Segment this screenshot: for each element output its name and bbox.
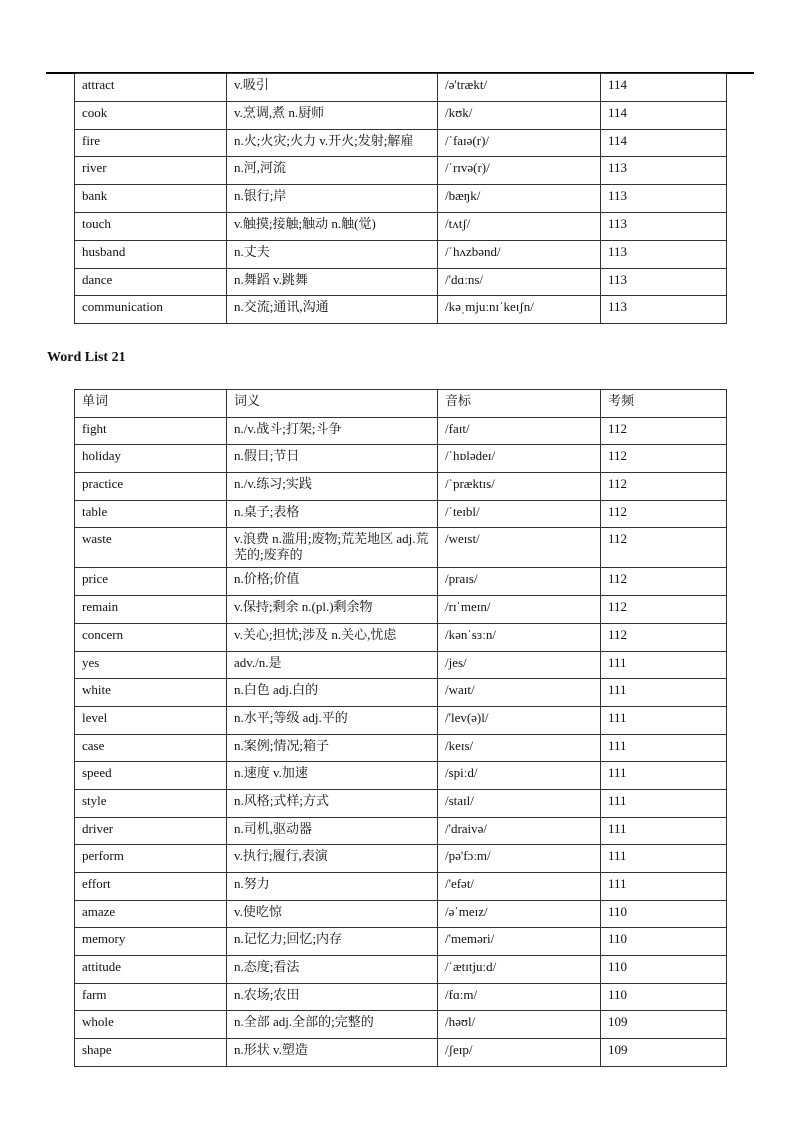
frequency-cell: 113 (601, 296, 727, 324)
frequency-cell: 113 (601, 240, 727, 268)
meaning-cell: n.努力 (227, 873, 438, 901)
word-cell: holiday (75, 445, 227, 473)
meaning-cell: n.风格;式样;方式 (227, 789, 438, 817)
word-cell: style (75, 789, 227, 817)
word-cell: effort (75, 873, 227, 901)
section-title: Word List 21 (47, 350, 126, 365)
word-cell: remain (75, 596, 227, 624)
word-cell: waste (75, 528, 227, 568)
frequency-cell: 112 (601, 528, 727, 568)
phonetic-cell: /'draivə/ (438, 817, 601, 845)
frequency-cell: 111 (601, 706, 727, 734)
table-row (75, 983, 727, 1011)
phonetic-cell: /'lev(ə)l/ (438, 706, 601, 734)
meaning-cell: v.使吃惊 (227, 900, 438, 928)
word-cell: touch (75, 212, 227, 240)
word-cell: fight (75, 417, 227, 445)
word-cell: white (75, 679, 227, 707)
table-row (75, 417, 727, 445)
phonetic-cell: /ˈpræktɪs/ (438, 473, 601, 501)
word-cell: attract (75, 74, 227, 102)
table-row (75, 928, 727, 956)
phonetic-cell: /kʊk/ (438, 101, 601, 129)
table-row (75, 129, 727, 157)
phonetic-cell: /tʌtʃ/ (438, 212, 601, 240)
word-cell: cook (75, 101, 227, 129)
table-row (75, 817, 727, 845)
word-cell: practice (75, 473, 227, 501)
table-row (75, 956, 727, 984)
meaning-cell: n.形状 v.塑造 (227, 1039, 438, 1067)
table-row (75, 268, 727, 296)
header-frequency: 考频 (601, 390, 727, 418)
table-row (75, 789, 727, 817)
frequency-cell: 112 (601, 500, 727, 528)
table-row (75, 185, 727, 213)
frequency-cell: 109 (601, 1039, 727, 1067)
word-cell: level (75, 706, 227, 734)
table-row (75, 568, 727, 596)
vocab-table-word-list-21 (74, 389, 727, 1067)
frequency-cell: 111 (601, 845, 727, 873)
phonetic-cell: /kəˌmjuːnɪˈkeɪʃn/ (438, 296, 601, 324)
word-cell: husband (75, 240, 227, 268)
meaning-cell: n.假日;节日 (227, 445, 438, 473)
word-cell: communication (75, 296, 227, 324)
table-row (75, 706, 727, 734)
phonetic-cell: /ˈrɪvə(r)/ (438, 157, 601, 185)
word-cell: fire (75, 129, 227, 157)
frequency-cell: 110 (601, 956, 727, 984)
word-cell: concern (75, 623, 227, 651)
phonetic-cell: /rɪˈmeɪn/ (438, 596, 601, 624)
table-row (75, 473, 727, 501)
meaning-cell: n.河,河流 (227, 157, 438, 185)
word-cell: case (75, 734, 227, 762)
word-cell: memory (75, 928, 227, 956)
table-row (75, 596, 727, 624)
frequency-cell: 112 (601, 445, 727, 473)
frequency-cell: 113 (601, 212, 727, 240)
meaning-cell: n.案例;情况;箱子 (227, 734, 438, 762)
word-cell: yes (75, 651, 227, 679)
word-cell: amaze (75, 900, 227, 928)
word-cell: bank (75, 185, 227, 213)
header-word: 单词 (75, 390, 227, 418)
phonetic-cell: /pə'fɔːm/ (438, 845, 601, 873)
frequency-cell: 114 (601, 129, 727, 157)
table-row (75, 623, 727, 651)
phonetic-cell: /praɪs/ (438, 568, 601, 596)
meaning-cell: n.丈夫 (227, 240, 438, 268)
meaning-cell: v.保持;剩余 n.(pl.)剩余物 (227, 596, 438, 624)
table-row (75, 528, 727, 568)
table-row (75, 679, 727, 707)
phonetic-cell: /ˈhɒlədeɪ/ (438, 445, 601, 473)
word-cell: river (75, 157, 227, 185)
frequency-cell: 114 (601, 101, 727, 129)
phonetic-cell: /'dɑːns/ (438, 268, 601, 296)
meaning-cell: n.银行;岸 (227, 185, 438, 213)
meaning-cell: n.司机,驱动器 (227, 817, 438, 845)
frequency-cell: 114 (601, 74, 727, 102)
frequency-cell: 110 (601, 928, 727, 956)
table-row (75, 1011, 727, 1039)
meaning-cell: v.吸引 (227, 74, 438, 102)
table-row (75, 212, 727, 240)
header-meaning: 词义 (227, 390, 438, 418)
word-cell: perform (75, 845, 227, 873)
table-row (75, 762, 727, 790)
vocab-table-continued (74, 73, 727, 324)
phonetic-cell: /keɪs/ (438, 734, 601, 762)
meaning-cell: v.浪费 n.滥用;废物;荒芜地区 adj.荒芜的;废弃的 (227, 528, 438, 568)
table-row (75, 500, 727, 528)
frequency-cell: 111 (601, 734, 727, 762)
table-row (75, 1039, 727, 1067)
meaning-cell: v.关心;担忧;涉及 n.关心,忧虑 (227, 623, 438, 651)
frequency-cell: 111 (601, 679, 727, 707)
meaning-cell: n.速度 v.加速 (227, 762, 438, 790)
phonetic-cell: /ˈteɪbl/ (438, 500, 601, 528)
table-row (75, 873, 727, 901)
word-cell: whole (75, 1011, 227, 1039)
meaning-cell: adv./n.是 (227, 651, 438, 679)
phonetic-cell: /ˈætɪtjuːd/ (438, 956, 601, 984)
frequency-cell: 110 (601, 983, 727, 1011)
meaning-cell: v.执行;履行,表演 (227, 845, 438, 873)
vocab-table-word-list-21-body (75, 390, 727, 1067)
frequency-cell: 113 (601, 185, 727, 213)
frequency-cell: 111 (601, 651, 727, 679)
phonetic-cell: /kənˈsɜːn/ (438, 623, 601, 651)
frequency-cell: 113 (601, 268, 727, 296)
table-row (75, 296, 727, 324)
phonetic-cell: /'meməri/ (438, 928, 601, 956)
word-cell: driver (75, 817, 227, 845)
phonetic-cell: /ˈfaɪə(r)/ (438, 129, 601, 157)
phonetic-cell: /waɪt/ (438, 679, 601, 707)
table-row (75, 445, 727, 473)
phonetic-cell: /jes/ (438, 651, 601, 679)
frequency-cell: 112 (601, 623, 727, 651)
table-row (75, 157, 727, 185)
word-cell: speed (75, 762, 227, 790)
phonetic-cell: /həʊl/ (438, 1011, 601, 1039)
meaning-cell: n./v.练习;实践 (227, 473, 438, 501)
meaning-cell: n.全部 adj.全部的;完整的 (227, 1011, 438, 1039)
frequency-cell: 110 (601, 900, 727, 928)
meaning-cell: n.舞蹈 v.跳舞 (227, 268, 438, 296)
table-header-row (75, 390, 727, 418)
phonetic-cell: /spiːd/ (438, 762, 601, 790)
word-cell: farm (75, 983, 227, 1011)
word-cell: dance (75, 268, 227, 296)
meaning-cell: n.水平;等级 adj.平的 (227, 706, 438, 734)
table-row (75, 845, 727, 873)
meaning-cell: n.价格;价值 (227, 568, 438, 596)
frequency-cell: 112 (601, 417, 727, 445)
meaning-cell: n.交流;通讯,沟通 (227, 296, 438, 324)
meaning-cell: n.桌子;表格 (227, 500, 438, 528)
vocab-table-continued-body (75, 74, 727, 324)
phonetic-cell: /'efət/ (438, 873, 601, 901)
phonetic-cell: /əˈmeɪz/ (438, 900, 601, 928)
phonetic-cell: /weɪst/ (438, 528, 601, 568)
phonetic-cell: /staɪl/ (438, 789, 601, 817)
frequency-cell: 111 (601, 873, 727, 901)
frequency-cell: 112 (601, 568, 727, 596)
word-cell: shape (75, 1039, 227, 1067)
frequency-cell: 111 (601, 762, 727, 790)
phonetic-cell: /ˈhʌzbənd/ (438, 240, 601, 268)
meaning-cell: n.态度;看法 (227, 956, 438, 984)
phonetic-cell: /bæŋk/ (438, 185, 601, 213)
word-cell: attitude (75, 956, 227, 984)
meaning-cell: v.烹调,煮 n.厨师 (227, 101, 438, 129)
table-row (75, 734, 727, 762)
meaning-cell: v.触摸;接触;触动 n.触(觉) (227, 212, 438, 240)
table-row (75, 74, 727, 102)
word-cell: table (75, 500, 227, 528)
frequency-cell: 112 (601, 596, 727, 624)
table-row (75, 101, 727, 129)
frequency-cell: 111 (601, 817, 727, 845)
frequency-cell: 109 (601, 1011, 727, 1039)
word-cell: price (75, 568, 227, 596)
frequency-cell: 113 (601, 157, 727, 185)
meaning-cell: n.白色 adj.白的 (227, 679, 438, 707)
meaning-cell: n.记忆力;回忆;内存 (227, 928, 438, 956)
meaning-cell: n.农场;农田 (227, 983, 438, 1011)
table-row (75, 651, 727, 679)
table-row (75, 900, 727, 928)
meaning-cell: n./v.战斗;打架;斗争 (227, 417, 438, 445)
phonetic-cell: /faɪt/ (438, 417, 601, 445)
table-row (75, 240, 727, 268)
header-phonetic: 音标 (438, 390, 601, 418)
meaning-cell: n.火;火灾;火力 v.开火;发射;解雇 (227, 129, 438, 157)
phonetic-cell: /ʃeɪp/ (438, 1039, 601, 1067)
phonetic-cell: /ə'trækt/ (438, 74, 601, 102)
phonetic-cell: /fɑːm/ (438, 983, 601, 1011)
frequency-cell: 112 (601, 473, 727, 501)
frequency-cell: 111 (601, 789, 727, 817)
